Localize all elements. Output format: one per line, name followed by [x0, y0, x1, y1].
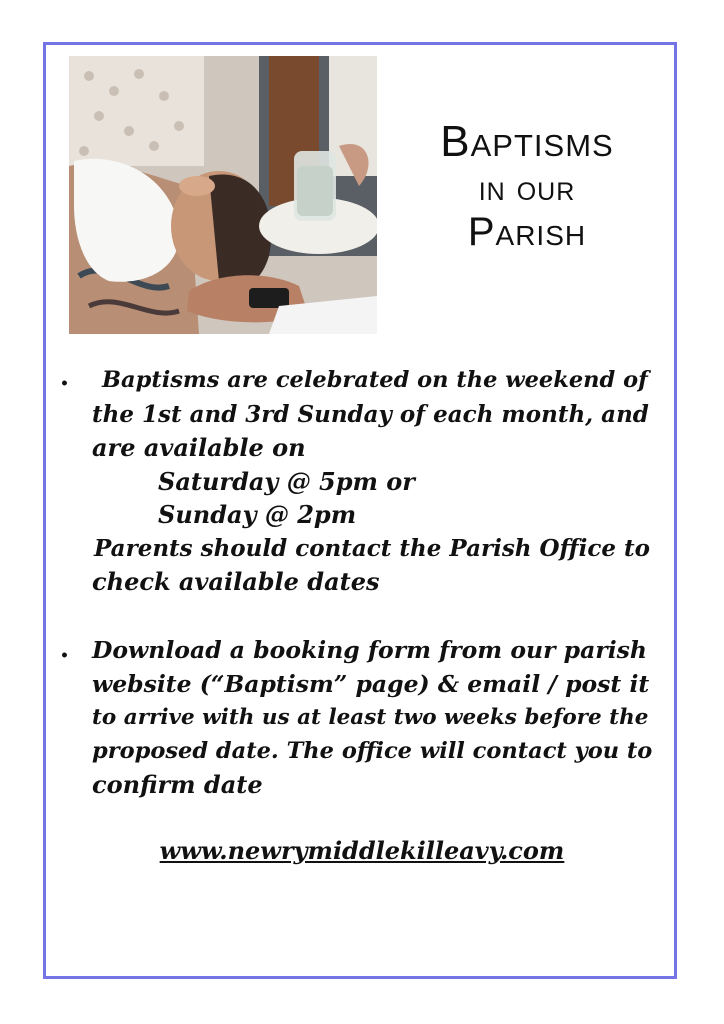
title-line-3: Parish	[467, 210, 587, 254]
booking-line-5: confirm date	[92, 770, 263, 799]
booking-line-4: proposed date. The office will contact you to	[92, 737, 653, 764]
schedule-line-2: the 1st and 3rd Sunday of each month, and	[92, 400, 649, 428]
parish-website-link[interactable]: www.newrymiddlekilleavy.com	[159, 836, 565, 865]
bullet-marker: •	[60, 376, 69, 392]
contact-line-2: check available dates	[92, 567, 380, 596]
booking-line-3: to arrive with us at least two weeks before the	[92, 705, 649, 730]
bullet-booking	[92, 634, 658, 802]
schedule-line-1: Baptisms are celebrated on the weekend of	[102, 367, 648, 393]
baptism-photo	[69, 56, 377, 334]
bullet-marker: •	[60, 648, 69, 664]
bullet-schedule	[92, 364, 658, 599]
time-saturday: Saturday @ 5pm or	[158, 466, 415, 496]
schedule-line-3: are available on	[92, 433, 306, 462]
booking-line-1: Download a booking form from our parish	[92, 636, 647, 664]
title-line-2: in our	[478, 167, 576, 208]
title-line-1: Baptisms	[440, 117, 614, 166]
booking-line-2: website (“Baptism” page) & email / post it	[92, 669, 650, 698]
contact-line-1: Parents should contact the Parish Office to	[94, 534, 650, 562]
poster-title	[398, 117, 656, 254]
time-sunday: Sunday @ 2pm	[158, 500, 357, 529]
